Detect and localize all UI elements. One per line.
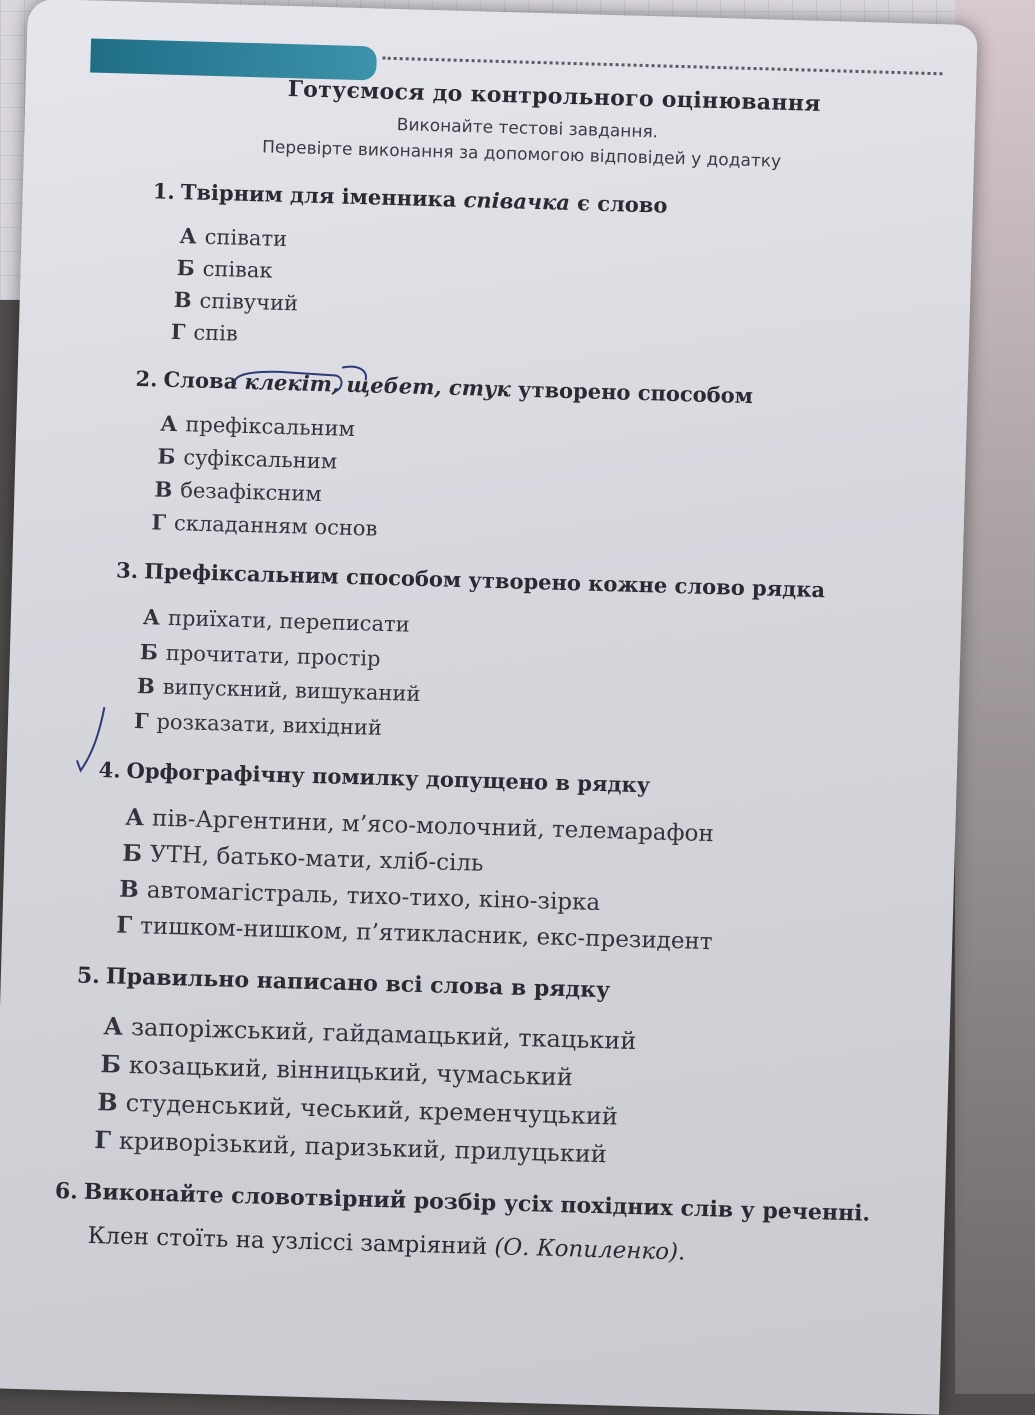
question-text: Твірним для іменника (180, 179, 465, 212)
question-1 (153, 178, 668, 217)
option-3b[interactable] (140, 639, 381, 671)
instruction-line-1: Виконайте тестові завдання. (396, 115, 659, 143)
question-text: Правильно написано всі слова в рядку (105, 963, 611, 1004)
sentence-text: Клен стоїть на узліссі замріяний (87, 1222, 495, 1261)
question-5 (77, 962, 611, 1003)
option-4b[interactable] (122, 840, 484, 877)
question-keyword: співачка (463, 186, 571, 215)
option-5a[interactable] (103, 1011, 637, 1055)
option-1b[interactable] (176, 255, 273, 283)
option-letter: А (103, 1011, 124, 1041)
option-letter: Б (157, 443, 176, 470)
option-letter: Б (100, 1049, 122, 1079)
option-4d[interactable] (116, 912, 713, 956)
option-2d[interactable] (151, 509, 377, 540)
option-text: префіксальним (185, 412, 356, 442)
question-text: Префіксальним способом утворено кожне слово рядка (143, 558, 826, 603)
option-text: розказати, вихідний (156, 709, 383, 740)
option-text: співучий (199, 288, 299, 316)
option-text: співак (202, 256, 273, 283)
option-text: автомагістраль, тихо-тихо, кіно-зірка (146, 877, 601, 917)
option-text: суфіксальним (183, 445, 338, 474)
option-letter: Г (115, 911, 133, 939)
option-letter: Г (93, 1125, 112, 1155)
option-text: безафіксним (179, 478, 322, 507)
option-2b[interactable] (157, 444, 337, 474)
option-1c[interactable] (173, 287, 298, 315)
sentence-end: . (677, 1239, 686, 1266)
question-text: Слова (163, 366, 245, 394)
option-text: співати (204, 224, 288, 252)
analysis-sentence (87, 1223, 685, 1266)
question-6 (55, 1178, 871, 1227)
question-number: 5. (76, 962, 101, 990)
option-letter: Г (151, 509, 167, 535)
option-letter: Г (133, 707, 149, 734)
option-letter: В (97, 1087, 119, 1117)
option-letter: А (124, 803, 145, 832)
option-letter: В (118, 875, 140, 904)
option-text: складанням основ (173, 511, 378, 541)
option-letter: А (142, 604, 161, 630)
question-text: Виконайте словотвірний розбір усіх похідних слів у реченні. (83, 1178, 871, 1227)
option-5c[interactable] (97, 1087, 618, 1131)
option-letter: Б (121, 839, 143, 868)
option-text: козацький, вінницький, чумаський (128, 1050, 574, 1092)
question-text-end: утворено способом (510, 376, 754, 409)
option-5b[interactable] (100, 1049, 573, 1091)
option-3d[interactable] (134, 708, 383, 740)
question-number: 2. (135, 365, 158, 392)
option-1a[interactable] (179, 223, 287, 251)
option-2a[interactable] (160, 411, 355, 441)
question-text: Орфографічну помилку допущено в рядку (126, 757, 651, 798)
option-letter: А (179, 223, 198, 249)
option-text: студенський, чеський, кременчуцький (125, 1088, 619, 1131)
option-2c[interactable] (154, 476, 322, 506)
option-letter: В (136, 673, 156, 699)
option-3c[interactable] (137, 673, 421, 706)
option-text: УТН, батько-мати, хліб-сіль (149, 841, 484, 877)
option-letter: В (173, 286, 192, 313)
option-letter: Б (176, 254, 196, 281)
option-text: спів (193, 320, 239, 346)
question-text-end: є слово (569, 189, 668, 218)
question-number: 1. (152, 178, 176, 204)
question-3 (116, 557, 825, 602)
option-1d[interactable] (171, 319, 238, 346)
option-text: запоріжський, гайдамацький, ткацький (130, 1013, 637, 1056)
question-4 (98, 757, 650, 797)
option-letter: Б (139, 639, 159, 665)
option-4a[interactable] (125, 804, 714, 847)
question-number: 3. (115, 557, 139, 584)
sentence-author: (О. Копиленко) (494, 1234, 679, 1266)
option-letter: В (154, 476, 173, 502)
question-2 (135, 366, 753, 408)
question-number: 4. (98, 757, 121, 783)
option-letter: Г (170, 318, 186, 345)
page-title: Готуємося до контрольного оцінювання (287, 76, 822, 117)
option-5d[interactable] (94, 1125, 607, 1168)
option-text: криворізький, паризький, прилуцький (118, 1126, 608, 1169)
option-text: тишком-нишком, п’ятикласник, екс-президент (139, 913, 713, 956)
option-text: приїхати, переписати (167, 605, 410, 637)
option-text: прочитати, простір (165, 640, 381, 671)
option-text: пів-Аргентини, м’ясо-молочний, телемарафон (151, 805, 715, 848)
option-text: випускний, вишуканий (162, 674, 421, 706)
instruction-line-2: Перевірте виконання за допомогою відповідей у додатку (261, 137, 782, 172)
option-4c[interactable] (119, 876, 601, 916)
question-number: 6. (54, 1177, 79, 1205)
option-3a[interactable] (143, 604, 410, 636)
question-keyword: клекіт, щебет, стук (244, 368, 512, 402)
option-letter: А (160, 410, 178, 437)
